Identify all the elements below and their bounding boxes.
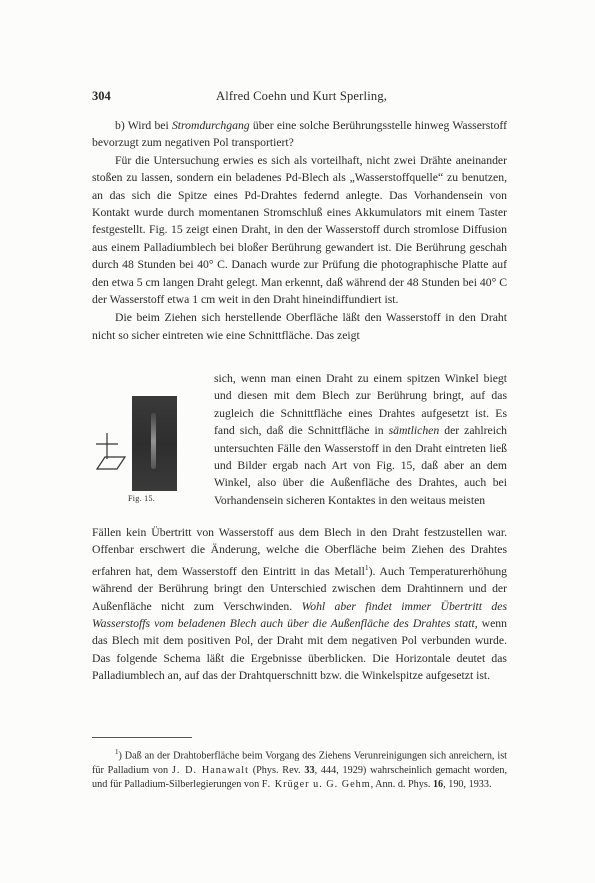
paragraph-surface-intro: Die beim Ziehen sich herstellende Oberfläche läßt den Wasserstoff in den Draht nicht so sicher eintreten wie eine Schnittfläche. Das zeigt	[92, 311, 507, 342]
footnote-author-1: J. D. Hanawalt	[171, 764, 249, 776]
hydrogen-diffusion-streak	[151, 413, 156, 469]
question-b-emphasis: Stromdurchgang	[171, 119, 250, 132]
italic-statement: Wohl aber findet immer Übertritt des Wasserstoffs vom beladenen Blech auch über die Außenfläche des Drahtes statt,	[92, 599, 507, 630]
body-text-wrapped: sich, wenn man einen Draht zu einem spitzen Winkel biegt und diesen mit dem Blech zur Berührung bringt, auf das zugleich die Schnittfläche eines Drahtes aufgesetzt ist. Es fand sich, daß die Schnittfläche in sämtlichen der zahlreich untersuchten Fälle den Wasserstoff in den Draht eintreten ließ und Bilder ergab nach Art von Fig. 15, daß aber an dem Winkel, also über die Außenfläche des Drahtes, auch bei Vorhandensein sicheren Kontaktes in den weitaus meisten	[214, 372, 507, 507]
emphasis-saemtlichen: sämtlichen	[388, 424, 440, 438]
schematic-wire-on-sheet	[92, 431, 128, 471]
page-number: 304	[92, 89, 111, 103]
footnote: $^1$) Daß an der Drahtoberfläche beim Vorgang des Ziehens Verunreinigungen sich anreichern, ist für Palladium von J. D. Hanawalt (Phys. Rev. 33, 444, 1929) wahrscheinlich gemacht worden, und für Palladium-Silberlegierungen von F. Krüger u. G. Gehm, Ann. d. Phys. 16, 190, 1933.	[92, 748, 507, 791]
footnote-rule	[92, 737, 192, 738]
figure-15-photograph	[132, 396, 177, 491]
footnote-marker: 1	[115, 748, 119, 756]
footnote-volume-1: 33	[304, 764, 315, 776]
body-text-bottom	[92, 524, 507, 685]
figure-15	[92, 393, 204, 518]
figure-caption: Fig. 15.	[128, 494, 156, 503]
paragraph-continued: Fällen kein Übertritt von Wasserstoff aus dem Blech in den Draht festzustellen war. Offenbar erschwert die Änderung, welche die Oberfläche beim Ziehen des Drahtes erfahren hat, dem Wasserstoff den Eintritt in das Metall$^1$). Auch Temperaturerhöhung während der Berührung bringt den Unterschied zwischen dem Drahtinnern und der Außenfläche nicht zum Verschwinden. Wohl aber findet immer Übertritt des Wasserstoffs vom beladenen Blech auch über die Außenfläche des Drahtes statt, wenn das Blech mit dem positiven Pol, der Draht mit dem negativen Pol verbunden wurde. Das folgende Schema läßt die Ergebnisse überblicken. Die Horizontale deutet das Palladiumblech an, auf das der Drahtquerschnitt bzw. die Winkelspitze aufgesetzt ist.	[92, 526, 508, 683]
running-header	[92, 89, 507, 105]
body-text-top	[92, 117, 507, 344]
running-title: Alfred Coehn und Kurt Sperling,	[216, 89, 388, 103]
footnote-author-2: F. Krüger u. G. Gehm	[261, 779, 371, 791]
question-b: b) Wird bei Stromdurchgang über eine solche Berührungsstelle hinweg Wasserstoff bevorzugt zum negativen Pol transportiert?	[92, 119, 507, 150]
footnote-reference: 1	[364, 562, 369, 572]
footnote-volume-2: 16	[432, 779, 444, 791]
paragraph-setup: Für die Untersuchung erwies es sich als vorteilhaft, nicht zwei Drähte aneinander stoßen zu lassen, sondern ein beladenes Pd-Blech als „Wasserstoffquelle“ zu benutzen, an das sich die Spitze eines Pd-Drahtes federnd anlegte. Das Vorhandensein von Kontakt wurde durch momentanen Stromschluß eines Akkumulators mit einem Taster festgestellt. Fig. 15 zeigt einen Draht, in den der Wasserstoff durch stromlose Diffusion aus einem Palladiumblech bei bloßer Berührung gewandert ist. Die Berührung geschah durch 48 Stunden bei 40° C. Danach wurde zur Prüfung die photographische Platte auf den etwa 5 cm langen Draht gelegt. Man erkennt, daß während der 48 Stunden bei 40° C der Wasserstoff etwa 1 cm weit in den Draht hineindiffundiert ist.	[92, 153, 507, 307]
